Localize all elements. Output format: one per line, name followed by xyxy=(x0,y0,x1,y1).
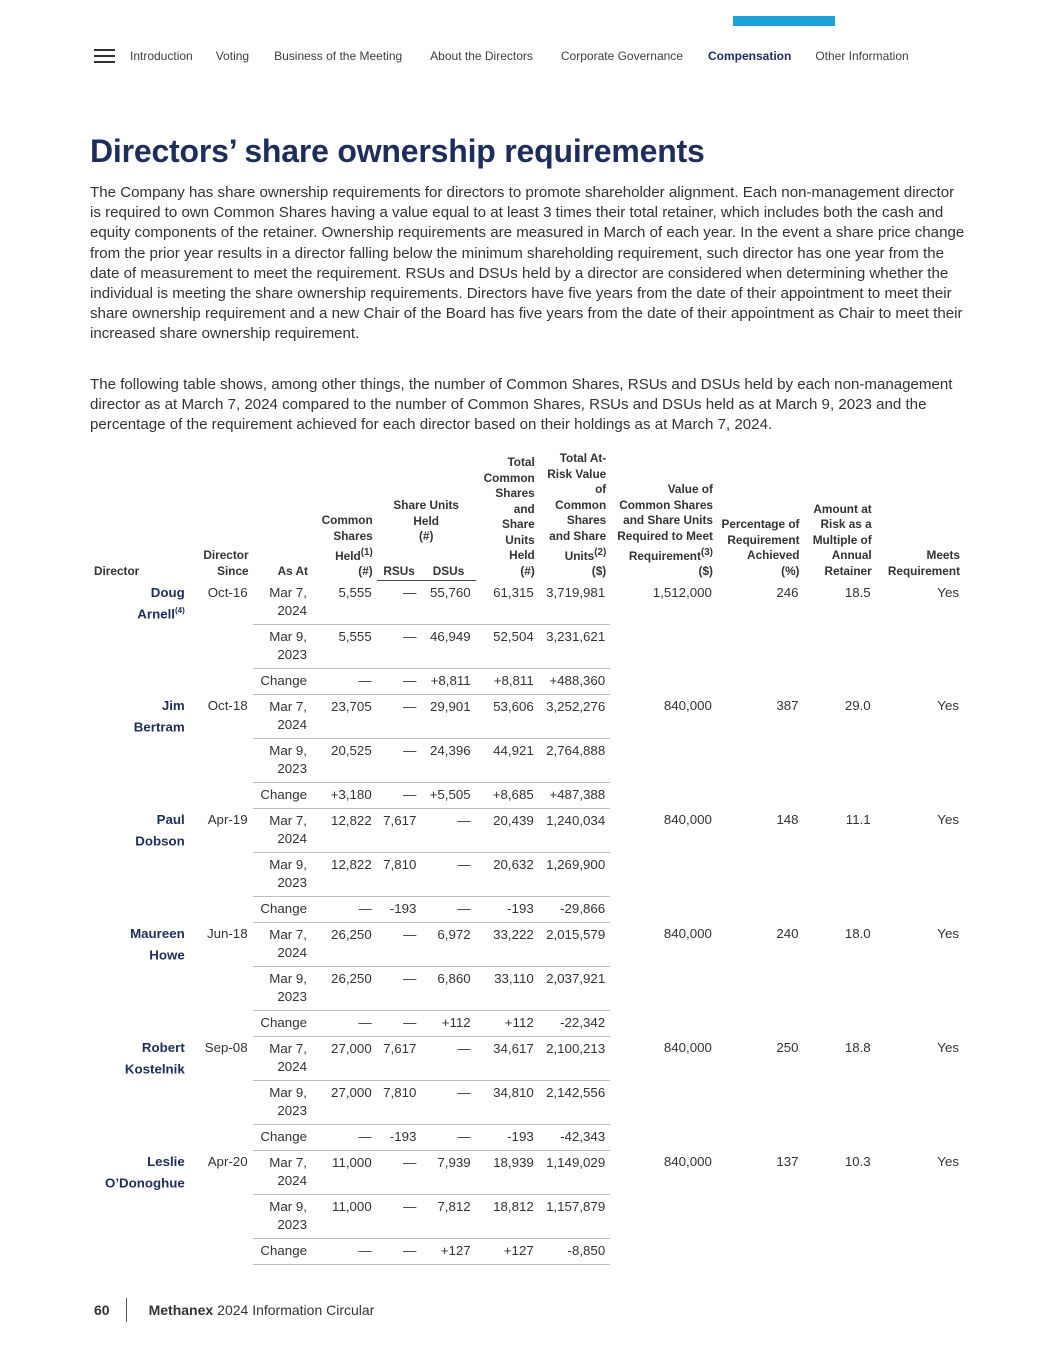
nav-corporate-governance[interactable]: Corporate Governance xyxy=(560,49,683,63)
cell-meets: Yes xyxy=(937,698,959,714)
cell-meets: Yes xyxy=(937,812,959,828)
cell-risk: -22,342 xyxy=(539,1010,610,1036)
cell-percentage: 137 xyxy=(776,1154,799,1170)
cell-rsus: — xyxy=(377,624,422,668)
cell-dsus: +8,811 xyxy=(421,668,475,694)
director-name: Paul Dobson xyxy=(135,812,185,849)
cell-dsus: 6,860 xyxy=(421,966,475,1010)
director-name: Robert Kostelnik xyxy=(124,1040,185,1077)
header-total-held: Total Common Shares and Share Units Held (#) xyxy=(483,454,535,579)
cell-required-value: 840,000 xyxy=(663,698,712,714)
nav-compensation[interactable]: Compensation xyxy=(707,49,792,63)
cell-total: +127 xyxy=(476,1238,539,1264)
cell-rsus: 7,810 xyxy=(377,852,422,896)
director-name: Maureen Howe xyxy=(130,926,185,963)
table-row xyxy=(90,694,964,738)
cell-common: 12,822 xyxy=(312,852,377,896)
cell-required-value: 840,000 xyxy=(663,1040,712,1056)
director-since: Apr-19 xyxy=(207,812,248,828)
header-dsus: DSUs xyxy=(421,547,475,581)
cell-total: -193 xyxy=(476,1124,539,1150)
cell-total: 53,606 xyxy=(476,694,539,738)
director-name: Doug Arnell$^{(4)}$ xyxy=(137,584,185,622)
cell-dsus: 24,396 xyxy=(421,738,475,782)
cell-risk: 3,252,276 xyxy=(539,694,610,738)
cell-rsus: — xyxy=(377,966,422,1010)
cell-rsus: 7,617 xyxy=(377,1036,422,1080)
cell-total: 34,810 xyxy=(476,1080,539,1124)
header-as-at: As At xyxy=(277,564,308,579)
top-navigation xyxy=(94,46,965,66)
active-section-indicator xyxy=(733,16,835,26)
cell-dsus: +127 xyxy=(421,1238,475,1264)
cell-common: 5,555 xyxy=(312,581,377,625)
cell-rsus: — xyxy=(377,694,422,738)
cell-risk: 1,157,879 xyxy=(539,1194,610,1238)
cell-common: 5,555 xyxy=(312,624,377,668)
cell-common: 12,822 xyxy=(312,808,377,852)
cell-dsus: 6,972 xyxy=(421,922,475,966)
cell-total: 20,439 xyxy=(476,808,539,852)
cell-total: 18,939 xyxy=(476,1150,539,1194)
cell-dsus: — xyxy=(421,1036,475,1080)
cell-total: 61,315 xyxy=(476,581,539,625)
cell-common: 23,705 xyxy=(312,694,377,738)
cell-risk: 2,142,556 xyxy=(539,1080,610,1124)
cell-dsus: 55,760 xyxy=(421,581,475,625)
as-at-date: Mar 9, 2023 xyxy=(253,738,312,782)
table-row xyxy=(90,1036,964,1080)
cell-risk: 3,719,981 xyxy=(539,581,610,625)
cell-required-value: 1,512,000 xyxy=(652,584,712,600)
director-name: Jim Bertram xyxy=(133,698,185,735)
cell-percentage: 387 xyxy=(776,698,799,714)
cell-rsus: — xyxy=(377,581,422,625)
director-name: Leslie O’Donoghue xyxy=(104,1154,185,1191)
cell-multiple: 18.5 xyxy=(844,584,871,600)
cell-common: — xyxy=(312,896,377,922)
header-rsus: RSUs xyxy=(377,547,422,581)
cell-common: — xyxy=(312,1124,377,1150)
cell-meets: Yes xyxy=(937,584,959,600)
nav-other-information[interactable]: Other Information xyxy=(815,49,909,63)
nav-introduction[interactable]: Introduction xyxy=(130,49,193,63)
table-description-paragraph: The following table shows, among other things, the number of Common Shares, RSUs and DSUs held by each non-management director as at March 7, 2024 compared to the number of Common Shares, RSUs and DSUs held as at March 9, 2023 and the percentage of the requirement achieved for each director based on their holdings as at March 7, 2024. xyxy=(90,376,953,434)
cell-dsus: +112 xyxy=(421,1010,475,1036)
table-row xyxy=(90,922,964,966)
as-at-date: Mar 7, 2024 xyxy=(253,1036,312,1080)
cell-rsus: 7,810 xyxy=(377,1080,422,1124)
cell-common: 11,000 xyxy=(312,1150,377,1194)
as-at-date: Mar 9, 2023 xyxy=(253,852,312,896)
cell-multiple: 18.8 xyxy=(844,1040,871,1056)
page-footer xyxy=(94,1298,374,1322)
cell-common: — xyxy=(312,1238,377,1264)
cell-dsus: 46,949 xyxy=(421,624,475,668)
cell-dsus: — xyxy=(421,1124,475,1150)
cell-common: — xyxy=(312,1010,377,1036)
cell-dsus: 7,939 xyxy=(421,1150,475,1194)
cell-rsus: — xyxy=(377,922,422,966)
cell-meets: Yes xyxy=(937,1154,959,1170)
cell-percentage: 250 xyxy=(776,1040,799,1056)
cell-total: 20,632 xyxy=(476,852,539,896)
header-required-value: Value of Common Shares and Share Units Required to Meet Requirement$^{(3)}$ ($) xyxy=(617,482,713,579)
cell-dsus: — xyxy=(421,1080,475,1124)
cell-risk: +488,360 xyxy=(539,668,610,694)
as-at-date: Mar 9, 2023 xyxy=(253,1080,312,1124)
as-at-date: Mar 9, 2023 xyxy=(253,1194,312,1238)
hamburger-menu-icon[interactable] xyxy=(94,49,115,63)
cell-total: 18,812 xyxy=(476,1194,539,1238)
nav-voting[interactable]: Voting xyxy=(215,49,250,63)
director-since: Apr-20 xyxy=(207,1154,248,1170)
cell-rsus: — xyxy=(377,1238,422,1264)
as-at-date: Change xyxy=(253,668,312,694)
cell-risk: 3,231,621 xyxy=(539,624,610,668)
header-common-shares: Common Shares Held$^{(1)}$ (#) xyxy=(321,513,373,579)
as-at-date: Mar 9, 2023 xyxy=(253,624,312,668)
cell-common: — xyxy=(312,668,377,694)
cell-rsus: 7,617 xyxy=(377,808,422,852)
cell-total: +8,685 xyxy=(476,782,539,808)
cell-meets: Yes xyxy=(937,1040,959,1056)
cell-total: +8,811 xyxy=(476,668,539,694)
cell-total: 34,617 xyxy=(476,1036,539,1080)
cell-rsus: — xyxy=(377,738,422,782)
cell-dsus: — xyxy=(421,852,475,896)
cell-multiple: 18.0 xyxy=(844,926,871,942)
cell-risk: 2,015,579 xyxy=(539,922,610,966)
cell-risk: -8,850 xyxy=(539,1238,610,1264)
as-at-date: Change xyxy=(253,1010,312,1036)
cell-common: +3,180 xyxy=(312,782,377,808)
footer-document-title: 2024 Information Circular xyxy=(217,1302,375,1318)
header-percentage: Percentage of Requirement Achieved (%) xyxy=(721,517,800,579)
cell-total: +112 xyxy=(476,1010,539,1036)
cell-required-value: 840,000 xyxy=(663,812,712,828)
nav-about-directors[interactable]: About the Directors xyxy=(430,49,533,63)
director-since: Oct-18 xyxy=(207,698,248,714)
cell-required-value: 840,000 xyxy=(663,1154,712,1170)
page-title: Directors’ share ownership requirements xyxy=(90,133,705,169)
cell-common: 26,250 xyxy=(312,966,377,1010)
header-multiple: Amount at Risk as a Multiple of Annual Retainer xyxy=(812,501,872,579)
director-since: Sep-08 xyxy=(204,1040,248,1056)
director-since: Oct-16 xyxy=(207,584,248,600)
cell-total: -193 xyxy=(476,896,539,922)
as-at-date: Change xyxy=(253,896,312,922)
cell-risk: +487,388 xyxy=(539,782,610,808)
as-at-date: Mar 7, 2024 xyxy=(253,922,312,966)
cell-rsus: — xyxy=(377,782,422,808)
footer-divider xyxy=(126,1298,127,1322)
cell-required-value: 840,000 xyxy=(663,926,712,942)
cell-multiple: 29.0 xyxy=(844,698,871,714)
share-ownership-table xyxy=(90,451,964,1265)
cell-rsus: — xyxy=(377,1010,422,1036)
as-at-date: Mar 7, 2024 xyxy=(253,1150,312,1194)
cell-percentage: 240 xyxy=(776,926,799,942)
table-row xyxy=(90,808,964,852)
cell-dsus: 7,812 xyxy=(421,1194,475,1238)
intro-paragraph: The Company has share ownership requirements for directors to promote shareholder alignment. Each non-management director is required to own Common Shares having a value equal to at least 3 times their total retainer, which includes both the cash and equity components of the retainer. Ownership requirements are measured in March of each year. In the event a share price change from the prior year results in a director falling below the minimum shareholding requirement, such director has one year from the date of measurement to meet the requirement. RSUs and DSUs held by a director are considered when determining whether the individual is meeting the share ownership requirements. Directors have five years from the date of their appointment to meet their share ownership requirement and a new Chair of the Board has five years from the date of their appointment as Chair to meet their increased share ownership requirement. xyxy=(90,184,965,343)
cell-risk: 1,240,034 xyxy=(539,808,610,852)
header-meets: Meets Requirement xyxy=(887,548,960,579)
cell-dsus: — xyxy=(421,808,475,852)
cell-rsus: — xyxy=(377,668,422,694)
director-since: Jun-18 xyxy=(206,926,248,942)
table-row xyxy=(90,581,964,625)
cell-common: 20,525 xyxy=(312,738,377,782)
cell-rsus: — xyxy=(377,1150,422,1194)
table-row xyxy=(90,1150,964,1194)
cell-total: 44,921 xyxy=(476,738,539,782)
as-at-date: Change xyxy=(253,782,312,808)
cell-dsus: 29,901 xyxy=(421,694,475,738)
cell-rsus: -193 xyxy=(377,896,422,922)
cell-risk: -29,866 xyxy=(539,896,610,922)
as-at-date: Mar 7, 2024 xyxy=(253,808,312,852)
cell-risk: 2,764,888 xyxy=(539,738,610,782)
cell-common: 27,000 xyxy=(312,1036,377,1080)
header-director-since: Director Since xyxy=(203,548,249,579)
cell-meets: Yes xyxy=(937,926,959,942)
cell-percentage: 148 xyxy=(776,812,799,828)
cell-rsus: — xyxy=(377,1194,422,1238)
cell-multiple: 11.1 xyxy=(845,812,871,828)
cell-total: 33,110 xyxy=(476,966,539,1010)
header-share-units: Share Units Held (#) xyxy=(393,498,459,544)
cell-total: 33,222 xyxy=(476,922,539,966)
cell-multiple: 10.3 xyxy=(844,1154,871,1170)
header-at-risk-value: Total At-Risk Value of Common Shares and Share Units$^{(2)}$ ($) xyxy=(547,451,607,579)
footer-brand: Methanex xyxy=(148,1302,214,1318)
as-at-date: Mar 7, 2024 xyxy=(253,581,312,625)
cell-total: 52,504 xyxy=(476,624,539,668)
cell-risk: -42,343 xyxy=(539,1124,610,1150)
as-at-date: Change xyxy=(253,1124,312,1150)
as-at-date: Mar 9, 2023 xyxy=(253,966,312,1010)
cell-common: 11,000 xyxy=(312,1194,377,1238)
nav-business-of-meeting[interactable]: Business of the Meeting xyxy=(274,49,403,63)
cell-dsus: +5,505 xyxy=(421,782,475,808)
cell-percentage: 246 xyxy=(776,584,799,600)
cell-risk: 1,269,900 xyxy=(539,852,610,896)
cell-common: 27,000 xyxy=(312,1080,377,1124)
header-director: Director xyxy=(94,564,140,579)
page-number: 60 xyxy=(94,1302,110,1318)
cell-risk: 2,100,213 xyxy=(539,1036,610,1080)
cell-common: 26,250 xyxy=(312,922,377,966)
as-at-date: Mar 7, 2024 xyxy=(253,694,312,738)
cell-risk: 1,149,029 xyxy=(539,1150,610,1194)
as-at-date: Change xyxy=(253,1238,312,1264)
cell-dsus: — xyxy=(421,896,475,922)
cell-risk: 2,037,921 xyxy=(539,966,610,1010)
cell-rsus: -193 xyxy=(377,1124,422,1150)
